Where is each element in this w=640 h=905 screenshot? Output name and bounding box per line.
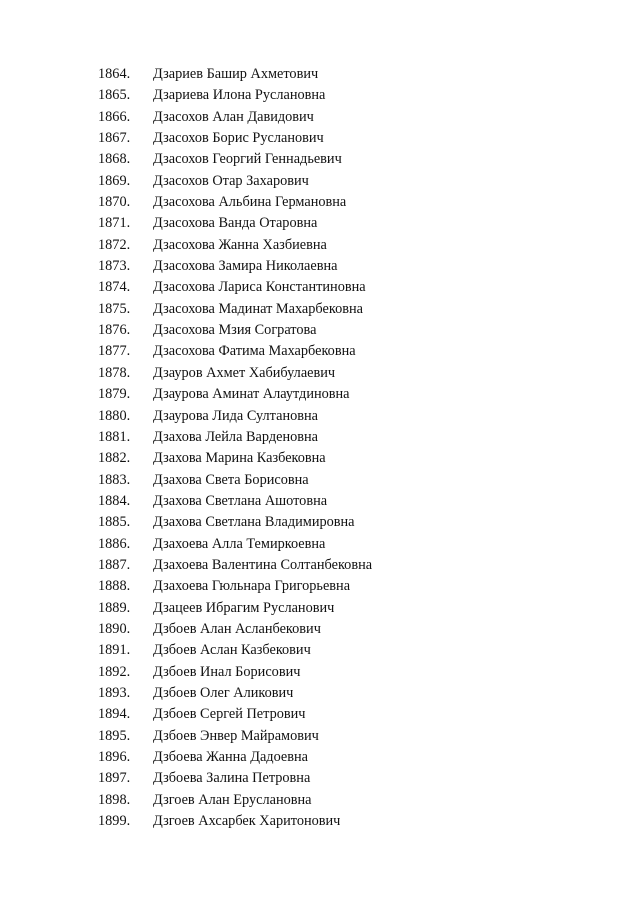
list-item xyxy=(98,427,372,448)
entry-name: Дзахоева Алла Темиркоевна xyxy=(153,535,326,552)
entry-number: 1864. xyxy=(98,66,131,82)
entry-number: 1898. xyxy=(98,791,131,808)
list-item xyxy=(98,363,372,384)
entry-name: Дзасохова Мадинат Махарбековна xyxy=(153,300,363,317)
entry-number: 1893. xyxy=(98,684,131,701)
list-item xyxy=(98,384,372,405)
entry-number: 1868. xyxy=(98,151,131,168)
list-item xyxy=(98,640,372,661)
entry-number: 1897. xyxy=(98,770,131,787)
list-item xyxy=(98,128,372,149)
entry-number: 1887. xyxy=(98,556,131,573)
list-item xyxy=(98,726,372,747)
entry-name: Дзбоев Олег Аликович xyxy=(153,684,294,701)
list-item xyxy=(98,235,372,256)
entry-name: Дзасохов Алан Давидович xyxy=(153,108,314,125)
entry-name: Дзасохова Ванда Отаровна xyxy=(153,215,318,232)
list-item xyxy=(98,256,372,277)
list-item xyxy=(98,598,372,619)
list-item xyxy=(98,277,372,298)
list-item xyxy=(98,534,372,555)
entry-name: Дзацеев Ибрагим Русланович xyxy=(153,599,335,616)
entry-number: 1866. xyxy=(98,108,131,125)
entry-name: Дзбоев Сергей Петрович xyxy=(153,706,306,723)
list-item xyxy=(98,470,372,491)
entry-name: Дзбоев Алан Асланбекович xyxy=(153,620,321,637)
list-item xyxy=(98,299,372,320)
entry-number: 1876. xyxy=(98,322,131,339)
entry-name: Дзахова Светлана Владимировна xyxy=(153,514,355,531)
entry-number: 1878. xyxy=(98,364,131,381)
entry-number: 1880. xyxy=(98,407,131,424)
entry-name: Дзахова Светлана Ашотовна xyxy=(153,492,328,509)
entry-name: Дзахоева Гюльнара Григорьевна xyxy=(153,578,351,595)
entry-number: 1871. xyxy=(98,215,131,232)
list-item xyxy=(98,341,372,362)
entry-number: 1896. xyxy=(98,749,131,765)
entry-number: 1869. xyxy=(98,172,131,189)
entry-number: 1888. xyxy=(98,578,131,595)
list-item xyxy=(98,192,372,213)
entry-name: Дзариев Башир Ахметович xyxy=(153,66,319,82)
entry-number: 1875. xyxy=(98,300,131,317)
entry-name: Дзахова Марина Казбековна xyxy=(153,450,326,467)
entry-number: 1886. xyxy=(98,535,131,552)
entry-number: 1899. xyxy=(98,813,131,830)
list-item xyxy=(98,790,372,811)
entry-number: 1867. xyxy=(98,130,131,147)
entry-number: 1885. xyxy=(98,514,131,531)
list-item xyxy=(98,320,372,341)
entry-number: 1874. xyxy=(98,279,131,296)
entry-name: Дзасохова Замира Николаевна xyxy=(153,258,338,275)
entry-number: 1883. xyxy=(98,471,131,488)
entry-number: 1890. xyxy=(98,620,131,637)
entry-number: 1881. xyxy=(98,428,131,445)
entry-name: Дзбоева Залина Петровна xyxy=(153,770,311,787)
entry-name: Дзгоев Ахсарбек Харитонович xyxy=(153,813,341,830)
list-item xyxy=(98,683,372,704)
name-list xyxy=(98,64,372,832)
list-item xyxy=(98,619,372,640)
list-item xyxy=(98,576,372,597)
entry-name: Дзаурова Аминат Алаутдиновна xyxy=(153,386,350,403)
entry-number: 1877. xyxy=(98,343,131,360)
entry-number: 1870. xyxy=(98,194,131,211)
entry-name: Дзахова Света Борисовна xyxy=(153,471,309,488)
list-item xyxy=(98,448,372,469)
list-item xyxy=(98,64,372,85)
entry-number: 1865. xyxy=(98,87,131,104)
entry-name: Дзбоев Инал Борисович xyxy=(153,663,301,680)
entry-name: Дзахова Лейла Варденовна xyxy=(153,428,318,445)
entry-name: Дзбоева Жанна Дадоевна xyxy=(153,749,308,765)
list-item xyxy=(98,662,372,683)
entry-number: 1873. xyxy=(98,258,131,275)
entry-number: 1879. xyxy=(98,386,131,403)
list-item xyxy=(98,149,372,170)
list-item xyxy=(98,512,372,533)
entry-name: Дзаурова Лида Султановна xyxy=(153,407,318,424)
list-item xyxy=(98,811,372,832)
entry-name: Дзасохов Георгий Геннадьевич xyxy=(153,151,342,168)
entry-name: Дзасохов Отар Захарович xyxy=(153,172,309,189)
list-item xyxy=(98,555,372,576)
list-item xyxy=(98,213,372,234)
entry-number: 1884. xyxy=(98,492,131,509)
list-item xyxy=(98,406,372,427)
entry-name: Дзасохова Лариса Константиновна xyxy=(153,279,366,296)
list-item xyxy=(98,171,372,192)
entry-name: Дзасохова Мзия Согратова xyxy=(153,322,317,339)
entry-number: 1891. xyxy=(98,642,131,659)
entry-name: Дзбоев Энвер Майрамович xyxy=(153,727,319,744)
list-item xyxy=(98,747,372,768)
entry-number: 1895. xyxy=(98,727,131,744)
entry-name: Дзасохова Фатима Махарбековна xyxy=(153,343,356,360)
entry-number: 1872. xyxy=(98,236,131,253)
entry-number: 1892. xyxy=(98,663,131,680)
entry-name: Дзахоева Валентина Солтанбековна xyxy=(153,556,373,573)
entry-number: 1882. xyxy=(98,450,131,467)
entry-name: Дзасохова Жанна Хазбиевна xyxy=(153,236,327,253)
entry-name: Дзбоев Аслан Казбекович xyxy=(153,642,311,659)
list-item xyxy=(98,107,372,128)
entry-name: Дзгоев Алан Еруслановна xyxy=(153,791,312,808)
list-item xyxy=(98,704,372,725)
entry-name: Дзариева Илона Руслановна xyxy=(153,87,326,104)
list-item xyxy=(98,85,372,106)
entry-name: Дзауров Ахмет Хабибулаевич xyxy=(153,364,336,381)
list-item xyxy=(98,768,372,789)
list-item xyxy=(98,491,372,512)
entry-name: Дзасохов Борис Русланович xyxy=(153,130,324,147)
entry-number: 1894. xyxy=(98,706,131,723)
entry-number: 1889. xyxy=(98,599,131,616)
entry-name: Дзасохова Альбина Германовна xyxy=(153,194,347,211)
